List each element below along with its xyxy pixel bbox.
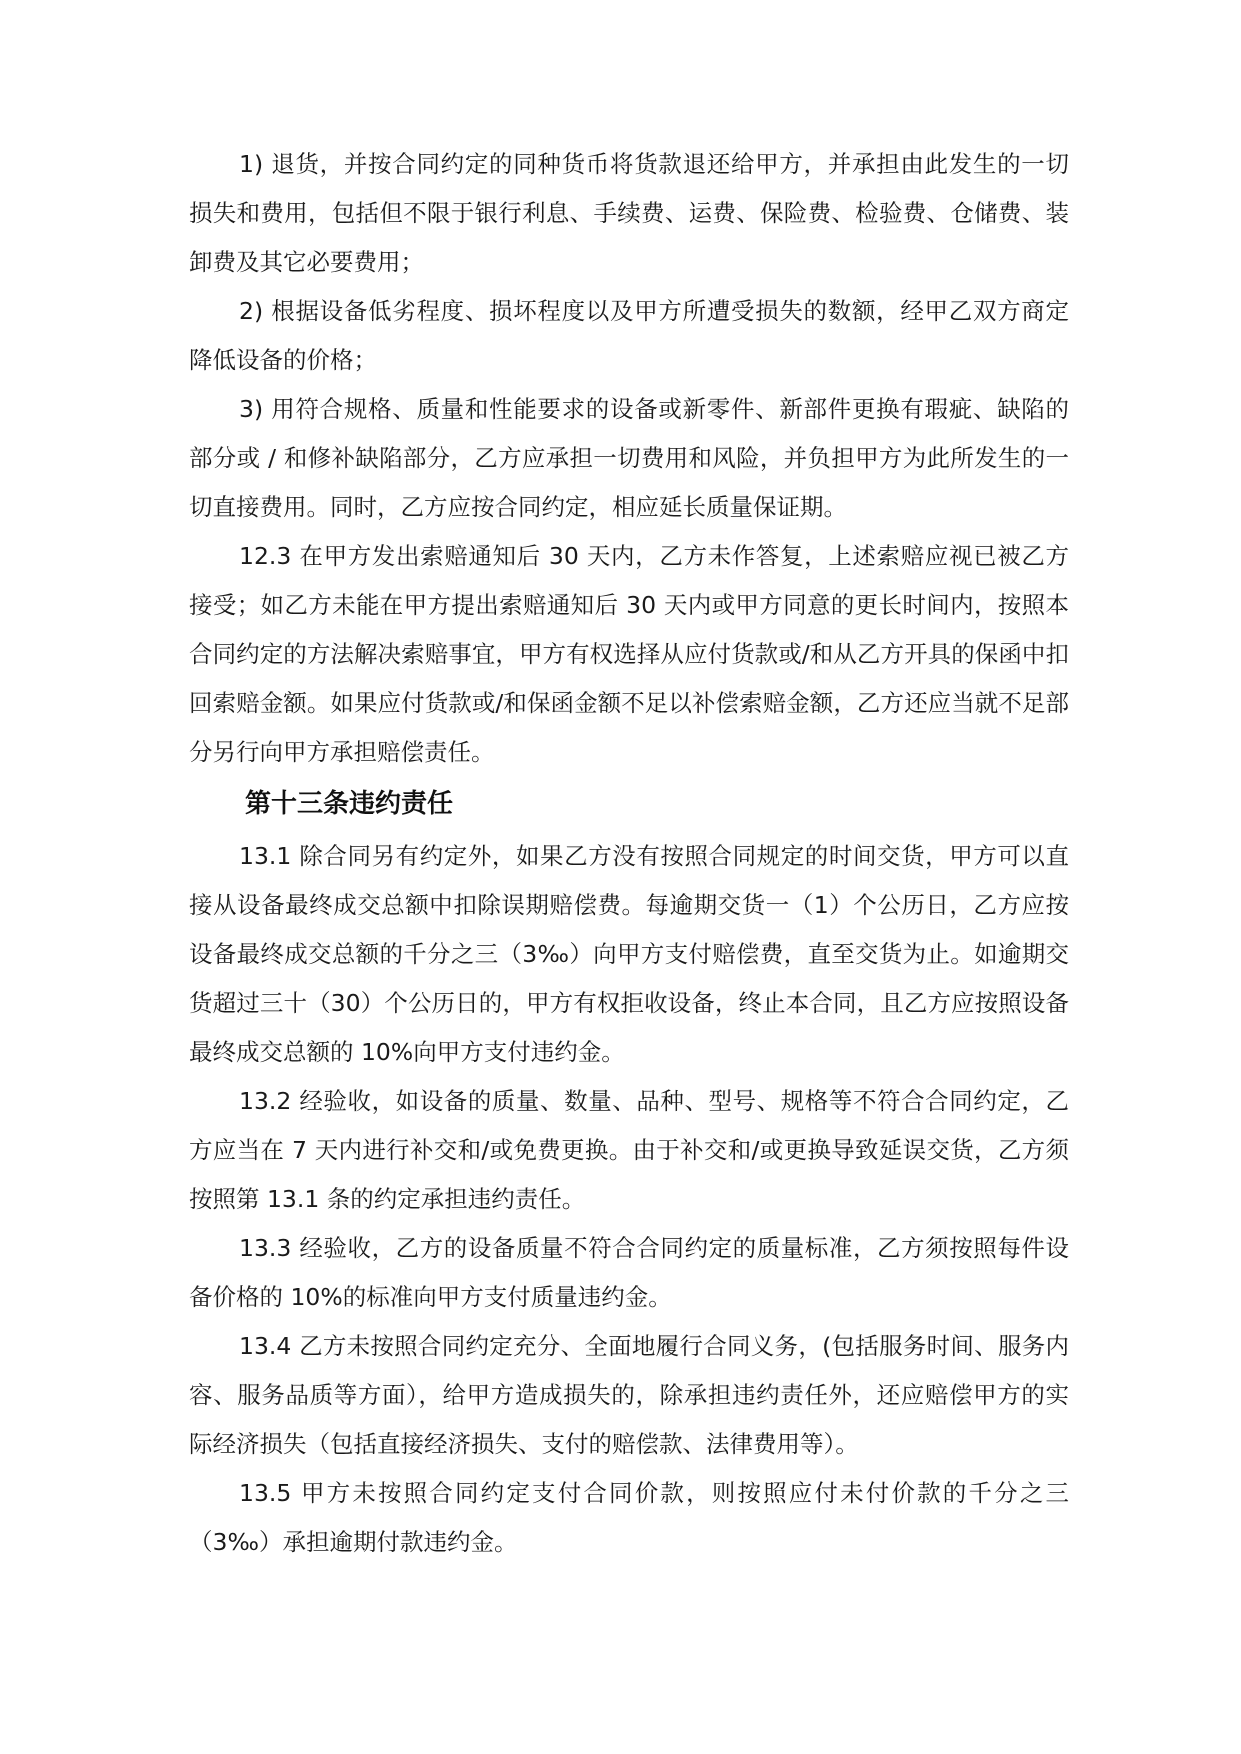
- paragraph-remedy-replacement: 3) 用符合规格、质量和性能要求的设备或新零件、新部件更换有瑕疵、缺陷的部分或 / 和修补缺陷部分，乙方应承担一切费用和风险，并负担甲方为此所发生的一切直接费用。同时，乙方应按合同约定，相应延长质量保证期。: [189, 395, 1069, 521]
- paragraph-clause-13-3: 13.3 经验收，乙方的设备质量不符合合同约定的质量标准，乙方须按照每件设备价格的 10%的标准向甲方支付质量违约金。: [189, 1234, 1069, 1311]
- paragraph-clause-13-4: 13.4 乙方未按照合同约定充分、全面地履行合同义务，(包括服务时间、服务内容、服务品质等方面），给甲方造成损失的，除承担违约责任外，还应赔偿甲方的实际经济损失（包括直接经济损失、支付的赔偿款、法律费用等）。: [189, 1332, 1069, 1458]
- document-body: [189, 140, 1069, 1567]
- paragraph-clause-12-3: 12.3 在甲方发出索赔通知后 30 天内，乙方未作答复，上述索赔应视已被乙方接受；如乙方未能在甲方提出索赔通知后 30 天内或甲方同意的更长时间内，按照本合同约定的方法解决索赔事宜，甲方有权选择从应付货款或/和从乙方开具的保函中扣回索赔金额。如果应付货款或/和保函金额不足以补偿索赔金额，乙方还应当就不足部分另行向甲方承担赔偿责任。: [189, 542, 1069, 766]
- paragraph-remedy-return: 1) 退货，并按合同约定的同种货币将货款退还给甲方，并承担由此发生的一切损失和费用，包括但不限于银行利息、手续费、运费、保险费、检验费、仓储费、装卸费及其它必要费用；: [189, 150, 1069, 276]
- section-heading-article-13: 第十三条违约责任: [245, 789, 454, 819]
- paragraph-clause-13-1: 13.1 除合同另有约定外，如果乙方没有按照合同规定的时间交货，甲方可以直接从设备最终成交总额中扣除误期赔偿费。每逾期交货一（1）个公历日，乙方应按设备最终成交总额的千分之三（3‰）向甲方支付赔偿费，直至交货为止。如逾期交货超过三十（30）个公历日的，甲方有权拒收设备，终止本合同，且乙方应按照设备最终成交总额的 10%向甲方支付违约金。: [189, 842, 1069, 1066]
- paragraph-remedy-price-reduction: 2) 根据设备低劣程度、损坏程度以及甲方所遭受损失的数额，经甲乙双方商定降低设备的价格；: [189, 297, 1069, 374]
- paragraph-clause-13-2: 13.2 经验收，如设备的质量、数量、品种、型号、规格等不符合合同约定，乙方应当在 7 天内进行补交和/或免费更换。由于补交和/或更换导致延误交货，乙方须按照第 13.1 条的约定承担违约责任。: [189, 1087, 1069, 1213]
- paragraph-clause-13-5: 13.5 甲方未按照合同约定支付合同价款，则按照应付未付价款的千分之三（3‰）承担逾期付款违约金。: [189, 1479, 1069, 1556]
